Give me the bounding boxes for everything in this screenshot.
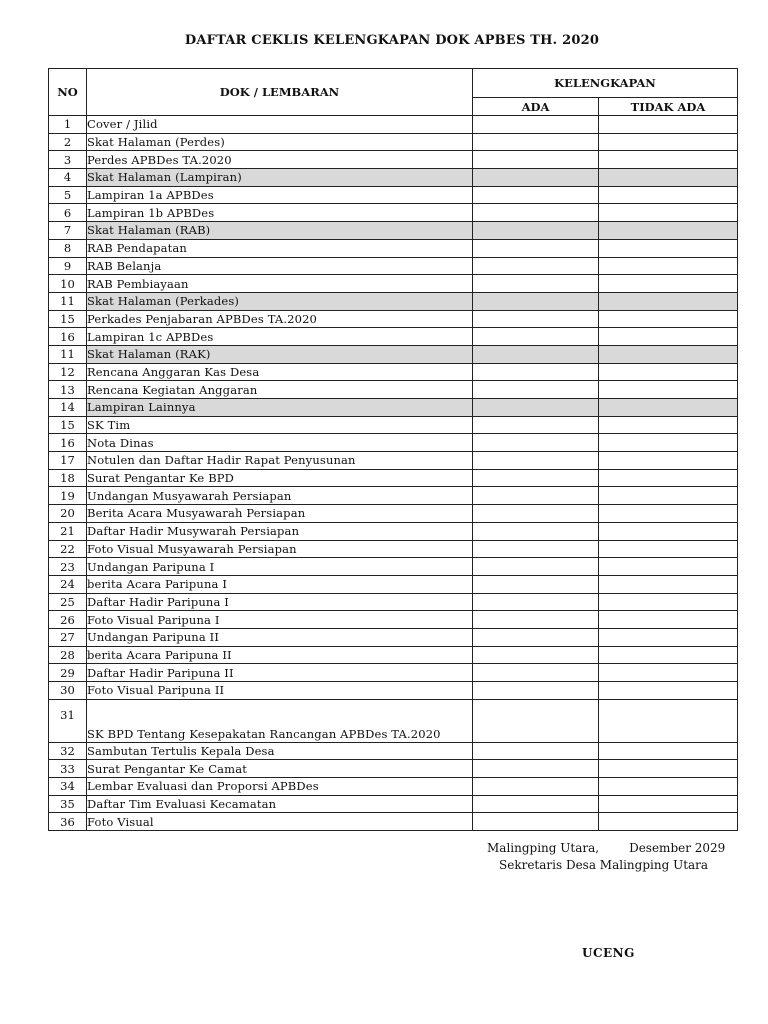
row-number: 18 xyxy=(49,469,87,487)
row-document: Nota Dinas xyxy=(87,434,473,452)
row-tidak-ada-cell xyxy=(599,742,738,760)
row-document: Foto Visual xyxy=(87,813,473,831)
signature-title: Sekretaris Desa Malingping Utara xyxy=(499,858,709,872)
table-header xyxy=(49,69,738,116)
table-row xyxy=(49,593,738,611)
row-tidak-ada-cell xyxy=(599,778,738,796)
row-tidak-ada-cell xyxy=(599,416,738,434)
table-row xyxy=(49,381,738,399)
row-number: 34 xyxy=(49,778,87,796)
table-row xyxy=(49,186,738,204)
row-ada-cell xyxy=(473,275,599,293)
row-ada-cell xyxy=(473,628,599,646)
row-ada-cell xyxy=(473,292,599,310)
row-tidak-ada-cell xyxy=(599,540,738,558)
row-document: Foto Visual Musyawarah Persiapan xyxy=(87,540,473,558)
row-ada-cell xyxy=(473,151,599,169)
row-ada-cell xyxy=(473,310,599,328)
header-tidak-ada: TIDAK ADA xyxy=(599,98,738,116)
row-document: berita Acara Paripuna I xyxy=(87,575,473,593)
table-row xyxy=(49,169,738,187)
row-number: 27 xyxy=(49,628,87,646)
row-number: 24 xyxy=(49,575,87,593)
row-ada-cell xyxy=(473,742,599,760)
row-tidak-ada-cell xyxy=(599,646,738,664)
row-document: Rencana Anggaran Kas Desa xyxy=(87,363,473,381)
row-ada-cell xyxy=(473,133,599,151)
row-number: 15 xyxy=(49,310,87,328)
row-document: Daftar Hadir Paripuna II xyxy=(87,664,473,682)
row-number: 22 xyxy=(49,540,87,558)
row-number: 21 xyxy=(49,522,87,540)
row-document: Berita Acara Musyawarah Persiapan xyxy=(87,505,473,523)
row-document: Skat Halaman (RAK) xyxy=(87,345,473,363)
row-document: Surat Pengantar Ke BPD xyxy=(87,469,473,487)
row-number: 1 xyxy=(49,116,87,134)
table-body xyxy=(49,116,738,831)
row-number: 3 xyxy=(49,151,87,169)
row-tidak-ada-cell xyxy=(599,116,738,134)
signature-name: UCENG xyxy=(582,946,635,960)
row-number: 32 xyxy=(49,742,87,760)
row-tidak-ada-cell xyxy=(599,363,738,381)
row-ada-cell xyxy=(473,116,599,134)
row-number: 6 xyxy=(49,204,87,222)
row-tidak-ada-cell xyxy=(599,239,738,257)
row-number: 5 xyxy=(49,186,87,204)
table-row xyxy=(49,416,738,434)
row-ada-cell xyxy=(473,505,599,523)
table-row xyxy=(49,292,738,310)
table-row xyxy=(49,628,738,646)
row-tidak-ada-cell xyxy=(599,345,738,363)
row-tidak-ada-cell xyxy=(599,169,738,187)
row-number: 35 xyxy=(49,795,87,813)
row-number: 7 xyxy=(49,222,87,240)
row-tidak-ada-cell xyxy=(599,186,738,204)
row-tidak-ada-cell xyxy=(599,611,738,629)
row-tidak-ada-cell xyxy=(599,133,738,151)
table-row xyxy=(49,646,738,664)
row-document: Surat Pengantar Ke Camat xyxy=(87,760,473,778)
row-number: 16 xyxy=(49,328,87,346)
table-row xyxy=(49,540,738,558)
row-number: 20 xyxy=(49,505,87,523)
row-document: Skat Halaman (RAB) xyxy=(87,222,473,240)
row-document: Notulen dan Daftar Hadir Rapat Penyusunan xyxy=(87,452,473,470)
table-row xyxy=(49,452,738,470)
row-ada-cell xyxy=(473,186,599,204)
table-row xyxy=(49,133,738,151)
row-number: 15 xyxy=(49,416,87,434)
row-number: 28 xyxy=(49,646,87,664)
row-tidak-ada-cell xyxy=(599,452,738,470)
table-row xyxy=(49,151,738,169)
header-kelengkapan: KELENGKAPAN xyxy=(473,69,738,98)
row-ada-cell xyxy=(473,699,599,742)
row-tidak-ada-cell xyxy=(599,222,738,240)
row-document: Foto Visual Paripuna I xyxy=(87,611,473,629)
row-tidak-ada-cell xyxy=(599,575,738,593)
row-document: RAB Belanja xyxy=(87,257,473,275)
row-ada-cell xyxy=(473,328,599,346)
row-document: Undangan Musyawarah Persiapan xyxy=(87,487,473,505)
row-ada-cell xyxy=(473,204,599,222)
row-ada-cell xyxy=(473,646,599,664)
table-row xyxy=(49,345,738,363)
row-document: Cover / Jilid xyxy=(87,116,473,134)
row-document: Skat Halaman (Perkades) xyxy=(87,292,473,310)
row-document: Undangan Paripuna I xyxy=(87,558,473,576)
row-document: Lampiran Lainnya xyxy=(87,399,473,417)
row-document: Lampiran 1b APBDes xyxy=(87,204,473,222)
row-ada-cell xyxy=(473,257,599,275)
row-number: 26 xyxy=(49,611,87,629)
table-row xyxy=(49,487,738,505)
row-number: 19 xyxy=(49,487,87,505)
signature-place: Malingping Utara, xyxy=(487,841,600,855)
table-row xyxy=(49,813,738,831)
row-ada-cell xyxy=(473,778,599,796)
row-number: 10 xyxy=(49,275,87,293)
row-number: 33 xyxy=(49,760,87,778)
row-tidak-ada-cell xyxy=(599,558,738,576)
row-document: Skat Halaman (Lampiran) xyxy=(87,169,473,187)
row-ada-cell xyxy=(473,222,599,240)
checklist-table xyxy=(48,68,738,831)
row-document: Daftar Hadir Musywarah Persiapan xyxy=(87,522,473,540)
row-ada-cell xyxy=(473,399,599,417)
row-document: RAB Pendapatan xyxy=(87,239,473,257)
row-ada-cell xyxy=(473,452,599,470)
row-tidak-ada-cell xyxy=(599,328,738,346)
table-row xyxy=(49,310,738,328)
row-ada-cell xyxy=(473,434,599,452)
signature-place-date xyxy=(487,841,725,855)
row-tidak-ada-cell xyxy=(599,292,738,310)
row-tidak-ada-cell xyxy=(599,522,738,540)
row-ada-cell xyxy=(473,558,599,576)
table-row xyxy=(49,558,738,576)
row-ada-cell xyxy=(473,363,599,381)
row-document: Foto Visual Paripuna II xyxy=(87,682,473,700)
row-document: SK BPD Tentang Kesepakatan Rancangan APBDes TA.2020 xyxy=(87,699,473,742)
row-ada-cell xyxy=(473,760,599,778)
table-row xyxy=(49,795,738,813)
signature-date: Desember 2029 xyxy=(629,841,726,855)
row-ada-cell xyxy=(473,416,599,434)
row-ada-cell xyxy=(473,611,599,629)
table-row xyxy=(49,434,738,452)
row-tidak-ada-cell xyxy=(599,151,738,169)
row-document: Lembar Evaluasi dan Proporsi APBDes xyxy=(87,778,473,796)
row-number: 11 xyxy=(49,292,87,310)
row-ada-cell xyxy=(473,469,599,487)
row-document: Skat Halaman (Perdes) xyxy=(87,133,473,151)
row-tidak-ada-cell xyxy=(599,257,738,275)
row-tidak-ada-cell xyxy=(599,381,738,399)
table-row xyxy=(49,575,738,593)
row-document: SK Tim xyxy=(87,416,473,434)
row-tidak-ada-cell xyxy=(599,664,738,682)
row-number: 17 xyxy=(49,452,87,470)
row-number: 14 xyxy=(49,399,87,417)
header-no: NO xyxy=(49,69,87,116)
row-number: 9 xyxy=(49,257,87,275)
table-row xyxy=(49,664,738,682)
row-document: Perdes APBDes TA.2020 xyxy=(87,151,473,169)
row-document: Sambutan Tertulis Kepala Desa xyxy=(87,742,473,760)
row-ada-cell xyxy=(473,682,599,700)
table-row xyxy=(49,742,738,760)
row-tidak-ada-cell xyxy=(599,593,738,611)
table-row xyxy=(49,611,738,629)
row-tidak-ada-cell xyxy=(599,275,738,293)
row-document: Lampiran 1c APBDes xyxy=(87,328,473,346)
header-ada: ADA xyxy=(473,98,599,116)
row-ada-cell xyxy=(473,540,599,558)
table-row xyxy=(49,682,738,700)
row-document: Rencana Kegiatan Anggaran xyxy=(87,381,473,399)
row-ada-cell xyxy=(473,381,599,399)
row-tidak-ada-cell xyxy=(599,399,738,417)
row-tidak-ada-cell xyxy=(599,628,738,646)
row-tidak-ada-cell xyxy=(599,204,738,222)
row-tidak-ada-cell xyxy=(599,310,738,328)
row-ada-cell xyxy=(473,575,599,593)
row-tidak-ada-cell xyxy=(599,469,738,487)
row-number: 2 xyxy=(49,133,87,151)
row-ada-cell xyxy=(473,522,599,540)
row-ada-cell xyxy=(473,664,599,682)
row-number: 8 xyxy=(49,239,87,257)
row-document: Daftar Tim Evaluasi Kecamatan xyxy=(87,795,473,813)
row-number: 25 xyxy=(49,593,87,611)
table-row xyxy=(49,699,738,742)
row-ada-cell xyxy=(473,795,599,813)
table-row xyxy=(49,204,738,222)
table-row xyxy=(49,399,738,417)
row-number: 16 xyxy=(49,434,87,452)
row-ada-cell xyxy=(473,345,599,363)
row-tidak-ada-cell xyxy=(599,795,738,813)
row-number: 29 xyxy=(49,664,87,682)
row-document: Lampiran 1a APBDes xyxy=(87,186,473,204)
table-row xyxy=(49,239,738,257)
row-document: Perkades Penjabaran APBDes TA.2020 xyxy=(87,310,473,328)
row-number: 4 xyxy=(49,169,87,187)
table-row xyxy=(49,522,738,540)
row-number: 23 xyxy=(49,558,87,576)
row-ada-cell xyxy=(473,169,599,187)
row-document: RAB Pembiayaan xyxy=(87,275,473,293)
table-row xyxy=(49,778,738,796)
table-row xyxy=(49,257,738,275)
table-row xyxy=(49,469,738,487)
document-title: DAFTAR CEKLIS KELENGKAPAN DOK APBES TH. 2020 xyxy=(184,33,600,48)
table-row xyxy=(49,222,738,240)
row-tidak-ada-cell xyxy=(599,505,738,523)
row-number: 36 xyxy=(49,813,87,831)
row-tidak-ada-cell xyxy=(599,434,738,452)
row-ada-cell xyxy=(473,813,599,831)
row-number: 11 xyxy=(49,345,87,363)
row-number: 30 xyxy=(49,682,87,700)
row-number: 31 xyxy=(49,699,87,742)
row-ada-cell xyxy=(473,593,599,611)
row-tidak-ada-cell xyxy=(599,760,738,778)
row-tidak-ada-cell xyxy=(599,487,738,505)
table-row xyxy=(49,275,738,293)
row-document: Undangan Paripuna II xyxy=(87,628,473,646)
table-row xyxy=(49,760,738,778)
row-ada-cell xyxy=(473,487,599,505)
table-row xyxy=(49,116,738,134)
table-row xyxy=(49,363,738,381)
table-row xyxy=(49,505,738,523)
row-tidak-ada-cell xyxy=(599,682,738,700)
row-number: 13 xyxy=(49,381,87,399)
row-ada-cell xyxy=(473,239,599,257)
row-document: Daftar Hadir Paripuna I xyxy=(87,593,473,611)
row-document: berita Acara Paripuna II xyxy=(87,646,473,664)
row-tidak-ada-cell xyxy=(599,813,738,831)
header-dok-lembaran: DOK / LEMBARAN xyxy=(87,69,473,116)
table-row xyxy=(49,328,738,346)
row-tidak-ada-cell xyxy=(599,699,738,742)
row-number: 12 xyxy=(49,363,87,381)
